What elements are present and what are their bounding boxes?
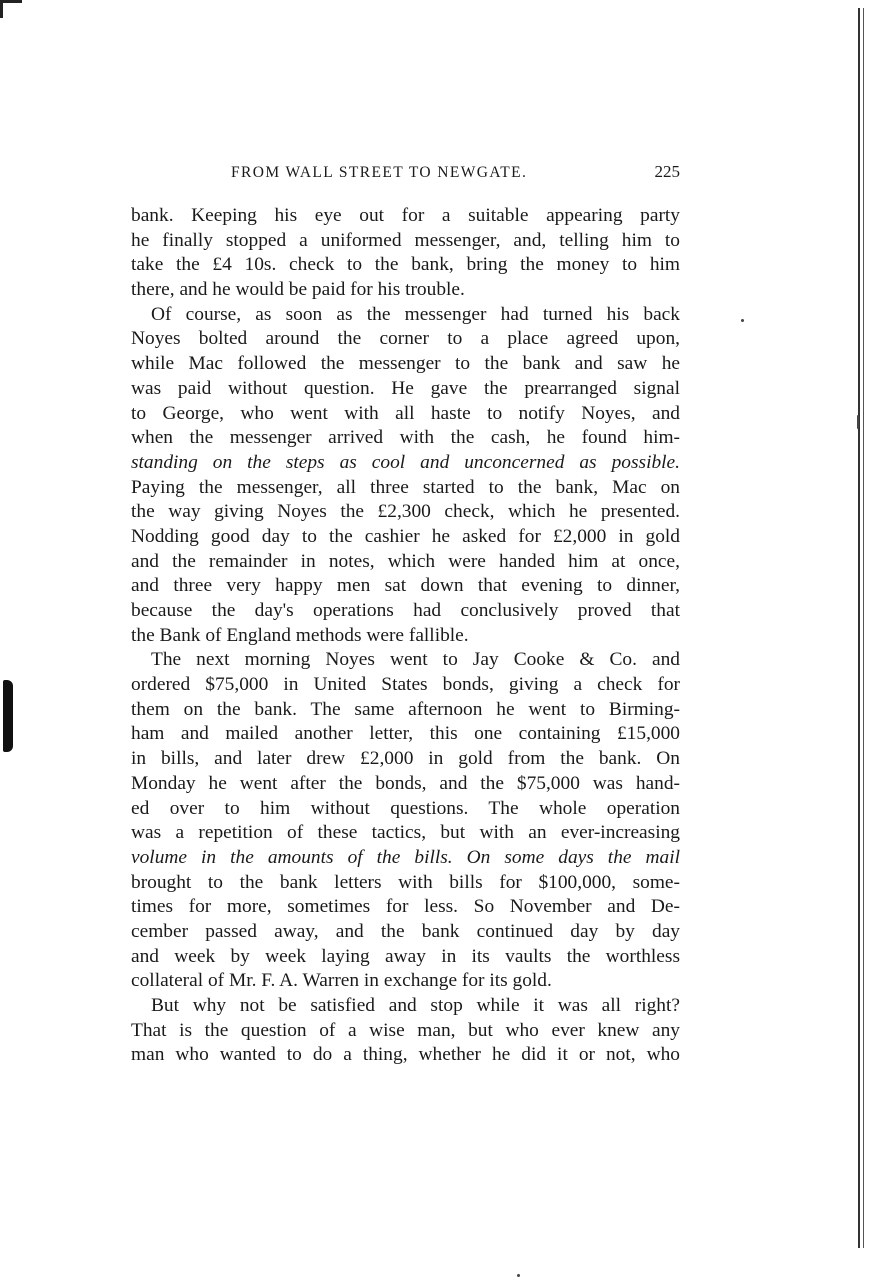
text-line: when the messenger arrived with the cash, he found him- [131, 427, 680, 449]
text-line: because the day's operations had conclusively proved that [131, 600, 680, 621]
text-line: the way giving Noyes the £2,300 check, which he presented. [131, 501, 680, 523]
text-line: bank. Keeping his eye out for a suitable appearing party [131, 205, 680, 226]
scan-page-edge-line-inner [863, 8, 864, 1248]
text-line: But why not be satisfied and stop while it was all right? [151, 995, 680, 1016]
text-line: and week by week laying away in its vaults the worthless [131, 945, 680, 967]
text-line: ham and mailed another letter, this one containing £15,000 [131, 723, 680, 745]
scan-speck [857, 415, 859, 429]
text-line: ed over to him without questions. The whole operation [131, 797, 680, 819]
scan-page-edge-line [858, 8, 860, 1248]
text-line: and three very happy men sat down that evening to dinner, [131, 575, 680, 597]
page-number: 225 [654, 162, 680, 181]
text-line: That is the question of a wise man, but who ever knew any [131, 1019, 680, 1041]
running-head [131, 162, 680, 186]
text-line: was paid without question. He gave the prearranged signal [131, 377, 680, 399]
text-line: take the £4 10s. check to the bank, bring the money to him [131, 254, 680, 276]
text-line: while Mac followed the messenger to the bank and saw he [131, 353, 680, 375]
text-line: there, and he would be paid for his trouble. [131, 279, 465, 301]
text-line: times for more, sometimes for less. So November and De- [131, 896, 680, 918]
scan-binding-shadow [3, 680, 13, 752]
text-line: he finally stopped a uniformed messenger, and, telling him to [131, 229, 680, 251]
text-line: was a repetition of these tactics, but with an ever-increasing [131, 822, 680, 844]
text-line: cember passed away, and the bank continued day by day [131, 920, 680, 942]
text-line: volume in the amounts of the bills. On some days the mail [131, 846, 680, 868]
scan-corner-mark-vertical [0, 0, 3, 18]
text-line: the Bank of England methods were fallible. [131, 624, 469, 646]
text-line: ordered $75,000 in United States bonds, giving a check for [131, 674, 680, 696]
scan-corner-mark [0, 0, 22, 3]
text-line: brought to the bank letters with bills for $100,000, some- [131, 871, 680, 893]
scan-speck [517, 1274, 520, 1277]
body-text [131, 204, 680, 1068]
text-line: man who wanted to do a thing, whether he did it or not, who [131, 1044, 680, 1066]
text-line: to George, who went with all haste to notify Noyes, and [131, 402, 680, 424]
text-line: them on the bank. The same afternoon he went to Birming- [131, 698, 680, 720]
running-title: FROM WALL STREET TO NEWGATE. [231, 164, 528, 181]
text-line: in bills, and later drew £2,000 in gold from the bank. On [131, 748, 680, 770]
text-line: Nodding good day to the cashier he asked for £2,000 in gold [131, 525, 680, 547]
text-line: The next morning Noyes went to Jay Cooke & Co. and [151, 649, 680, 671]
text-line: Of course, as soon as the messenger had turned his back [151, 303, 680, 325]
text-line: standing on the steps as cool and unconcerned as possible. [131, 451, 680, 473]
text-line: Paying the messenger, all three started to the bank, Mac on [131, 476, 680, 498]
text-line: Noyes bolted around the corner to a place agreed upon, [131, 328, 680, 350]
text-line: Monday he went after the bonds, and the $75,000 was hand- [131, 772, 680, 794]
text-line: collateral of Mr. F. A. Warren in exchange for its gold. [131, 970, 552, 992]
scan-speck [741, 319, 744, 322]
text-line: and the remainder in notes, which were handed him at once, [131, 550, 680, 572]
